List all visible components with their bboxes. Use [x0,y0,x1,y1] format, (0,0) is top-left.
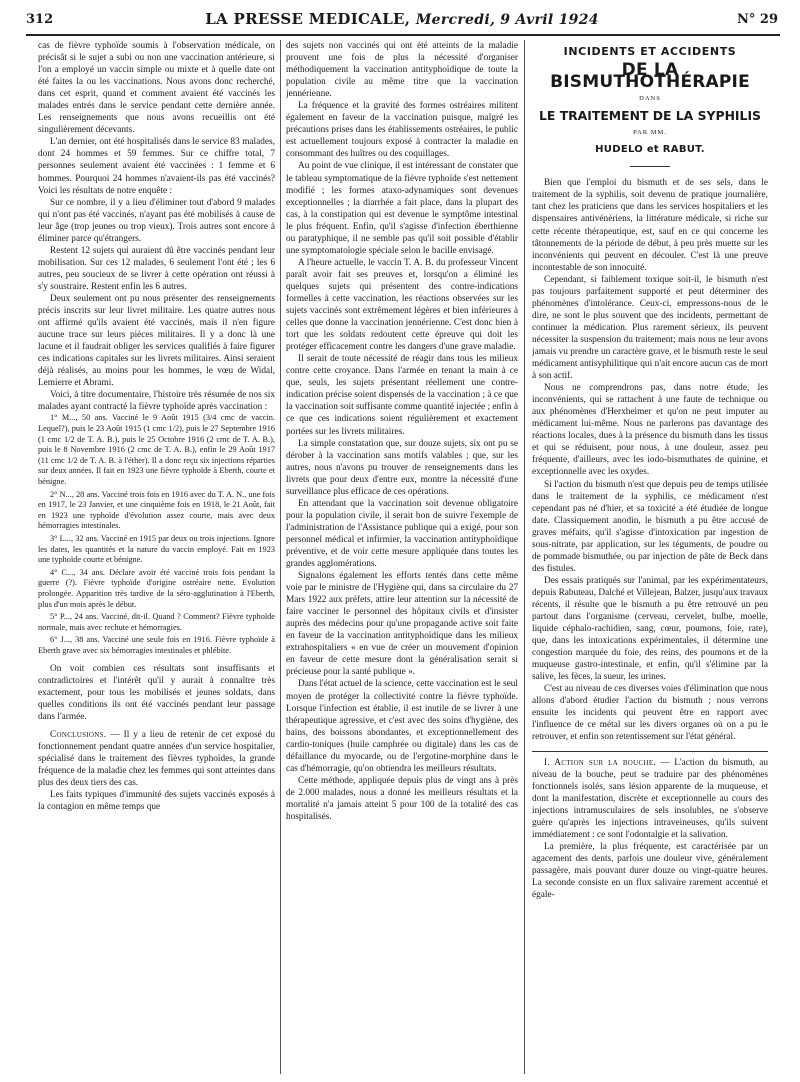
paragraph [38,612,275,633]
paragraph [38,40,275,136]
paragraph [532,479,768,575]
paragraph-text: 4° C..., 34 ans. Déclare avoir été vacciné trois fois pendant la guerre (?). Fièvre typhoïde d'origine ostréaire nette. Evolution prolongée. Apparition très tardive de la séro-agglutination à l'Eberth, plus d'un mois après le début. [38,567,275,609]
page-number: 312 [26,12,54,27]
journal-name: LA PRESSE MEDICALE, [205,10,411,28]
column-1 [38,40,275,1070]
paragraph [38,789,275,813]
paragraph-text: On voit combien ces résultats sont insuffisants et contradictoires et l'intérêt qu'il y aurait à connaître très exactement, pour tous les mobilisés et jeunes soldats, dans quelles conditions ils ont été vaccinés pendant leur passage dans l'armée. [38,663,275,722]
paragraph [286,678,518,774]
paragraph-text: Les faits typiques d'immunité des sujets vaccinés exposés à la contagion en même temps que [38,789,275,813]
paragraph-text: Si l'action du bismuth n'est que depuis peu de temps utilisée dans le traitement de la syphilis, ce médicament n'est cependant pas né d'hier, et sa toxicité a été étudiée de longue date. Classiquement anodin, le bismuth a pu être accusé de graves méfaits, qu'il s'agisse d'intoxication par ingestion de sous-nitrate, par application, sur les téguments, de poudre ou de pommade bismuthée, ou par injection de pâte de Beck dans des fistules. [532,479,768,574]
paragraph-text: La fréquence et la gravité des formes ostréaires militent également en faveur de la vaccination puisque, malgré les précautions prises dans les établissements ostréaires, le public est actuellement toujours exposé à contracter la maladie en consommant des huîtres ou des coquillages. [286,101,518,160]
paragraph [286,257,518,353]
paragraph [532,177,768,273]
paragraph-text: Cette méthode, appliquée depuis plus de vingt ans à près de 2.000 malades, nous a donné les meilleurs résultats et la mortalité n'a jamais atteint 5 pour 100 de la totalité des cas hospitalisés. [286,775,518,822]
column-3 [532,40,768,1070]
column-divider-2 [524,40,525,1074]
paragraph-text: Il serait de toute nécessité de réagir dans tous les milieux contre cette croyance. Dans l'armée en tenant la main à ce que, seuls, les sujets présentant réellement une contre-indication précise soient dispensés de la vaccination ; à ce que la vaccination soit suffisante comme quantité injectée ; enfin à ce que ces indications soient régulièrement et exactement portées sur les livrets militaires. [286,354,518,437]
paragraph [286,40,518,100]
journal-title-line [26,10,778,28]
paragraph-text: Restent 12 sujets qui auraient dû être vaccinés pendant leur mobilisation. Sur ces 12 malades, 6 seulement l'ont été ; les 6 autres, peu soucieux de se livrer à cette opération ont réussi à s'y soustraire. Restent enfin les 6 autres. [38,245,275,292]
paragraph [286,775,518,823]
article-body [532,177,768,901]
article-authors: HUDELO et RABUT. [595,144,705,156]
paragraph [532,274,768,382]
paragraph-text: C'est au niveau de ces diverses voies d'élimination que nous allons d'abord étudier l'action du bismuth ; nous verrons ensuite les incidents qui peuvent être en rapport avec l'influence de ce métal sur les divers organes où on a pu le retrouver, et enfin son retentissement sur l'état général. [532,684,768,743]
paragraph [38,635,275,656]
paragraph [38,729,275,789]
column-2 [286,40,518,1070]
issue-number: N° 29 [737,12,778,27]
article-subtitle: LE TRAITEMENT DE LA SYPHILIS [539,108,761,124]
heading-rule [630,166,670,167]
section-rule [532,751,768,752]
article-kicker: INCIDENTS ET ACCIDENTS [563,45,737,58]
paragraph-text: La simple constatation que, sur douze sujets, six ont pu se dérober à la vaccination sans motifs valables ; que, sur les autres, nous n'avons pu trouver de renseignements dans les livrets que pour deux d'entre eux, montre la nécessité d'une surveillance plus efficace de ces opérations. [286,438,518,497]
paragraph-text: 1° M..., 50 ans. Vacciné le 9 Août 1915 (3/4 cmc de vaccin. Lequel?), puis le 23 Août 1915 (1 cmc 1/2), puis le 27 Septembre 1916 (1 cmc 1/2 de T. A. B.), puis le 25 Octobre 1916 (2 cmc de T. A. B.), puis le 8 Novembre 1916 (2 cmc de T. A. B.), enfin le 29 Août 1917 (11 cmc 1/2 de T. A. B. à l'éther). Il a donc reçu six injections réparties sur deux années. Il fait en 1923 une fièvre typhoïde à Eberth, courte et bénigne. [38,413,275,487]
paragraph [286,570,518,678]
paragraph-text: — L'action du bismuth, au niveau de la bouche, peut se traduire par des phénomènes fonctionnels isolés, sans lésion apparente de la muqueuse, et dont la manifestation, discrète et exceptionnelle au cours des injections intramusculaires de sels insolubles, ne s'observe guère qu'après les injections intraveineuses, qu'ils suivent immédiatement : ce sont l'odontalgie et la salivation. [532,757,768,840]
paragraph [38,534,275,566]
section-lead: I. Action sur la bouche. [544,757,657,768]
paragraph-text: 2° N..., 28 ans. Vacciné trois fois en 1916 avec du T. A. N., une fois en 1917, le 23 Janvier, et une cinquième fois en 1918, le 21 Août, fait en 1923 une typhoïde d'évolution assez courte, mais avec deux hémorragies intestinales. [38,489,275,531]
section-lead: Conclusions. [50,729,107,740]
paragraph-text: L'an dernier, ont été hospitalisés dans le service 83 malades, dont 24 hommes et 59 femmes. Sur ce chiffre total, 7 personnes seulement avaient été vaccinées : 1 femme et 6 hommes. Pourquoi 24 hommes n'avaient-ils pas été vaccinés? Voici les résultats de notre enquête : [38,137,275,196]
paragraph-text: Dans l'état actuel de la science, cette vaccination est le seul moyen de protéger la collectivité contre la fièvre typhoïde. Lorsque l'infection est établie, il est inutile de se livrer à une thérapeutique agressive, et c'est avec des soins d'hygiène, des bains, des boissons abondantes, et exceptionnellement des cardio-toniques (huile camphrée ou digitale) dans les cas de défaillance du myocarde, ou de l'ergotine-morphine dans le cas d'hémorragie, qu'on obtiendra les meilleurs résultats. [286,679,518,774]
paragraph-text: La première, la plus fréquente, est caractérisée par un agacement des dents, parfois une douleur vive, généralement passagère, mais pouvant durer douze ou vingt-quatre heures. La seconde consiste en un flux salivaire rarement accentué et égale- [532,841,768,901]
column-divider-1 [280,40,281,1074]
paragraph-text: Signalons également les efforts tentés dans cette même voie par le ministre de l'Hygiène qui, dans sa circulaire du 27 Mars 1922 aux préfets, attire leur attention sur la nécessité de faire vacciner le personnel des hôpitaux civils et d'insister auprès des médecins pour qu'une propagande active soit faite en faveur de la vaccination antityphoïdique dans les milieux extrahospitaliers « en vue de créer un mouvement d'opinion en faveur de cette mesure dont la généralisation serait si précieuse pour la santé publique ». [286,571,518,678]
article-par: PAR MM. [633,129,667,137]
paragraph [286,353,518,437]
paragraph [532,757,768,841]
paragraph-text: A l'heure actuelle, le vaccin T. A. B. du professeur Vincent paraît avoir fait ses preuves et, lorsqu'on a éliminé les quelques sujets qui présentent des contre-indications formelles à cette vaccination, les réactions observées sur les sujets vaccinés sont extrêmement légères et bien inférieures à celles que donne la vaccination jennérienne. C'est donc bien à tort que les soldats redoutent cette épreuve qui doit les protéger efficacement contre les dangers d'une grave maladie. [286,257,518,353]
paragraph [286,100,518,160]
paragraph-text: Sur ce nombre, il y a lieu d'éliminer tout d'abord 9 malades qui n'ont pas été vaccinés, n'ayant pas été mobilisés à cause de leur âge (trop jeunes ou trop vieux). Trois autres sont encore à éliminer parce qu'étrangers. [38,197,275,244]
paragraph-text: 3° L..., 32 ans. Vacciné en 1915 par deux ou trois injections. Ignore les dates, les quantités et la nature du vaccin employé. Fait en 1923 une typhoïde courte et bénigne. [38,533,275,565]
paragraph [286,160,518,256]
paragraph-text: Nous ne comprendrons pas, dans notre étude, les inconvénients, qui se rattachent à une faute de technique ou aux phénomènes d'Herxheimer et qu'on ne peut imputer au médicament lui-même. Nous ne parlerons pas davantage des réactions locales, dues à la présence du bismuth dans les tissus et qui se réduisent, pour nous, à une douleur, assez peu fréquente, d'ailleurs, avec les iodo-bismuthates de quinine, et exceptionnelle avec les oxydes. [532,383,768,478]
page-header [26,10,778,32]
paragraph-text: Cependant, si faiblement toxique soit-il, le bismuth n'est pas toujours parfaitement supporté et peut déterminer des phénomènes d'intolérance. Ceux-ci, empressons-nous de le dire, ne sont le plus souvent que des incidents, permettant de continuer la médication. Plus rarement sérieux, ils peuvent nécessiter la suspension du traitement; mais nous ne leur avons jamais vu prendre un caractère grave, et le bismuth reste le seul médicament antisyphilitique qui n'ait encore aucun cas de mort à son actif. [532,274,768,382]
paragraph [38,197,275,245]
article-heading [532,46,768,167]
paragraph [286,438,518,498]
paragraph-text: En attendant que la vaccination soit devenue obligatoire pour la population civile, il serait bon de suivre l'exemple de l'administration de l'Assistance publique qui a exigé, pour son personnel médical et infirmier, la vaccination antityphoïdique préventive, et de voir cette mesure appliquée dans toutes les grandes agglomérations. [286,498,518,570]
paragraph-text: — Il y a lieu de retenir de cet exposé du fonctionnement pendant quatre années d'un service hospitalier, spécialisé dans le traitement des fièvres typhoïdes, la grande fréquence de la maladie chez les femmes qui sont atteintes dans plus des deux tiers des cas. [38,729,275,788]
paragraph-text: 6° J..., 38 ans. Vacciné une seule fois en 1916. Fièvre typhoïde à Eberth grave avec six hémorragies intestinales et phlébite. [38,635,275,655]
paragraph [532,382,768,478]
paragraph-text: Bien que l'emploi du bismuth et de ses sels, dans le traitement de la syphilis, soit devenu de pratique journalière, tant chez les praticiens que dans les services hospitaliers et les dispensaires antivénériens, la littérature médicale, si riche sur cette récente thérapeutique, est, sauf en ce qui concerne les tâtonnements de la période de début, à peu près muette sur les inconvénients qui peuvent en découler. C'est là une preuve incontestable de son innocuité. [532,178,768,273]
paragraph [38,293,275,389]
paragraph-text: des sujets non vaccinés qui ont été atteints de la maladie prouvent une fois de plus la nécessité d'organiser méthodiquement la vaccination antityphoïdique de toute la population civile au même titre que la vaccination jennérienne. [286,41,518,100]
paragraph [532,841,768,901]
paragraph [38,413,275,487]
paragraph [38,389,275,413]
paragraph-text: Deux seulement ont pu nous présenter des renseignements précis inscrits sur leur livret militaire. Les quatre autres nous ont affirmé qu'ils avaient été vaccinés, mais il n'en figure aucune trace sur leurs pièces militaires. Il y a donc là une lacune et il faudrait obliger les services qualifiés à faire figurer ces indications capitales sur les livrets militaires. Ainsi seraient déjà réalisés, au moins pour les hommes, le vœu de Widal, Lemierre et Abrami. [38,293,275,389]
paragraph-text: Au point de vue clinique, il est intéressant de constater que le tableau symptomatique de la fièvre typhoïde s'est nettement modifié ; les formes ataxo-adynamiques sont devenues exceptionnelles ; la diarrhée a fait place, dans la plupart des cas, à la constipation qui est devenue le symptôme intestinal le plus fréquent. Enfin, qu'il s'agisse d'infection éberthienne ou paratyphique, il ne semble pas qu'il soit possible d'établir une symptomatologie spéciale selon le bacille envisagé. [286,161,518,256]
paragraph [286,498,518,570]
paragraph [38,663,275,723]
paragraph [532,575,768,683]
paragraph-text: Des essais pratiqués sur l'animal, par les expérimentateurs, depuis Rabuteau, Dalché et Villejean, Balzer, jusqu'aux travaux récents, il résulte que le bismuth a pu être retrouvé un peu partout dans l'organisme (cerveau, cervelet, bulbe, moelle, liquide céphalo-rachidien, sang, cœur, poumons, foie, rate), que, dans les intoxications expérimentales, il détermine une congestion marquée du foie, des reins, des poumons et de la muqueuse gastro-intestinale, et enfin, qu'il s'élimine par la salive, les fèces, la sueur, les urines. [532,575,768,683]
article-dans: DANS [639,95,661,103]
paragraph [38,490,275,532]
paragraph [38,568,275,610]
paragraph [38,136,275,196]
issue-date: Mercredi, 9 Avril 1924 [415,12,599,28]
paragraph-text: Voici, à titre documentaire, l'histoire très résumée de nos six malades ayant contracté la fièvre typhoïde après vaccination : [38,390,275,413]
paragraph-text: 5° P..., 24 ans. Vacciné, dit-il. Quand ? Comment? Fièvre typhoïde normale, mais avec rechute et hémorragies. [38,612,275,632]
article-title: DE LA BISMUTHOTHÉRAPIE [550,60,750,93]
header-rule [26,34,780,36]
paragraph [38,245,275,293]
paragraph [532,683,768,743]
paragraph-text: cas de fièvre typhoïde soumis à l'observation médicale, on précisât si le sujet a subi ou non une vaccination antérieure, si l'on a employé un vaccin simple ou mixte et à quelle date ont été faites la ou les vaccinations. Nous avons donc recherché, dans cet esprit, quand et comment avaient été vaccinés les malades entrés dans le service pendant cette dernière année. Les renseignements que nous avons recueillis ont été singulièrement décevants. [38,41,275,136]
